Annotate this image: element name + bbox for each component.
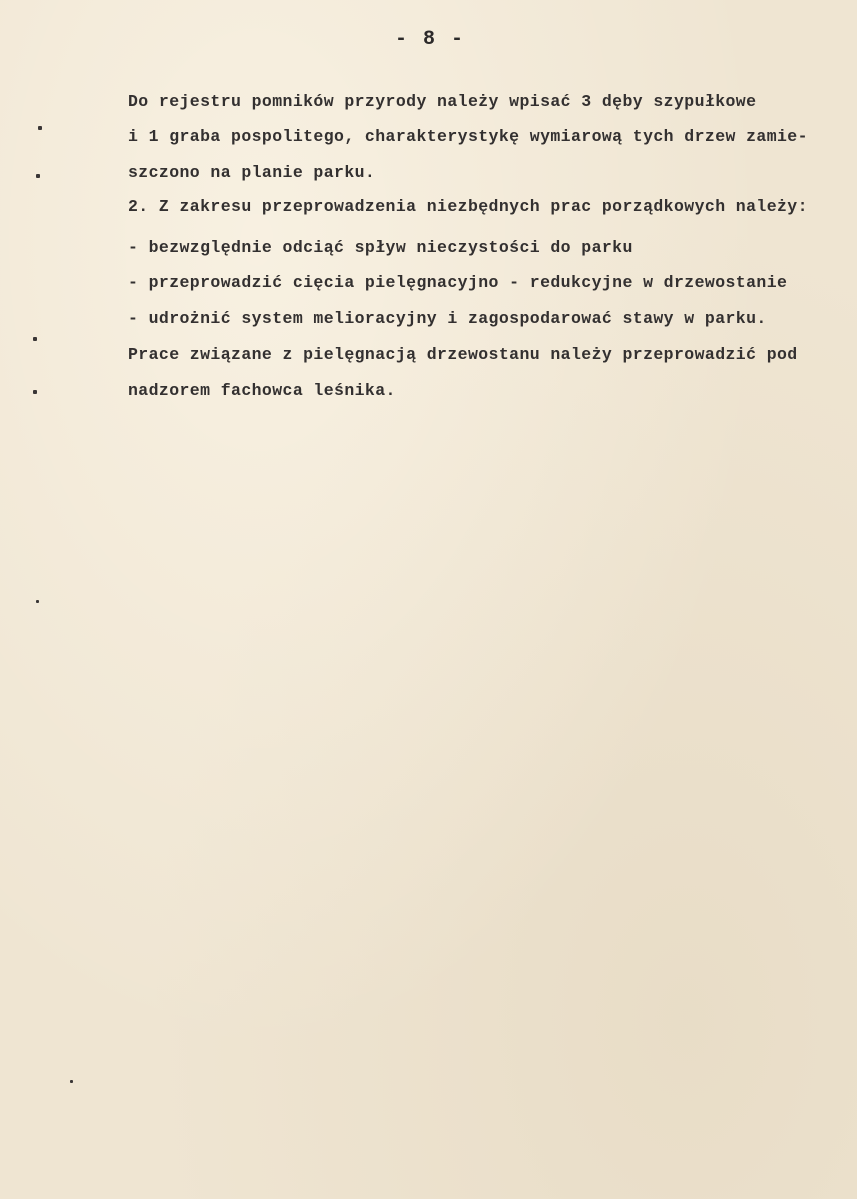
margin-mark: [70, 1080, 73, 1083]
margin-mark: [36, 174, 40, 178]
margin-mark: [36, 600, 39, 603]
text-line-9: nadzorem fachowca leśnika.: [128, 381, 396, 400]
margin-mark: [38, 126, 42, 130]
text-line-5: - bezwzględnie odciąć spływ nieczystości do parku: [128, 238, 633, 257]
text-line-2: i 1 graba pospolitego, charakterystykę wymiarową tych drzew zamie-: [128, 127, 808, 146]
text-line-4: 2. Z zakresu przeprowadzenia niezbędnych prac porządkowych należy:: [128, 197, 808, 216]
text-line-3: szczono na planie parku.: [128, 163, 376, 182]
margin-mark: [33, 390, 37, 394]
text-line-7: - udrożnić system melioracyjny i zagospodarować stawy w parku.: [128, 309, 767, 328]
text-line-8: Prace związane z pielęgnacją drzewostanu należy przeprowadzić pod: [128, 345, 798, 364]
page-number: - 8 -: [394, 28, 465, 51]
margin-mark: [33, 337, 37, 341]
text-line-1: Do rejestru pomników przyrody należy wpisać 3 dęby szypułkowe: [128, 92, 757, 111]
text-line-6: - przeprowadzić cięcia pielęgnacyjno - redukcyjne w drzewostanie: [128, 273, 788, 292]
